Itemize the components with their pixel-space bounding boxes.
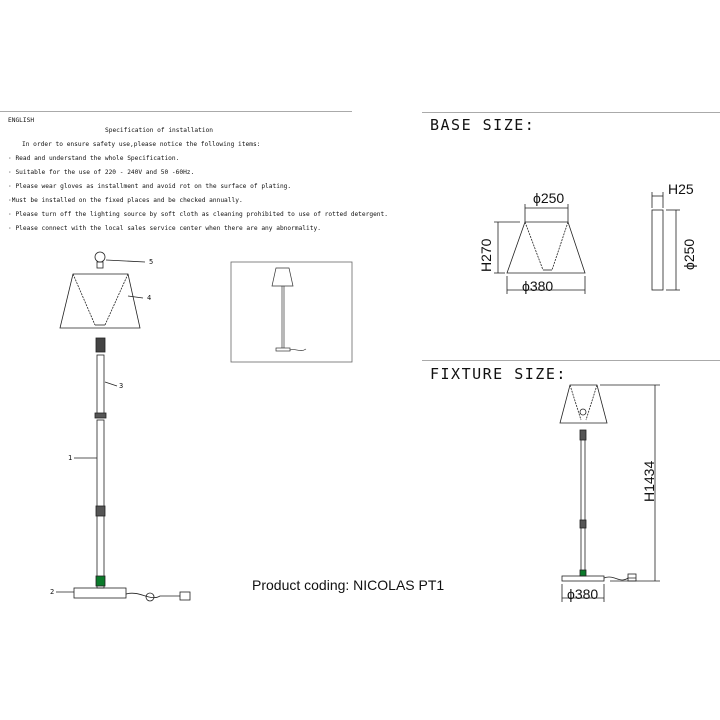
- base-height: H270: [478, 238, 494, 272]
- thumbnail-frame: [231, 262, 352, 362]
- instruction-item: · Read and understand the whole Specification.: [8, 155, 180, 162]
- part-label-5: 5: [149, 258, 154, 266]
- part-label-4: 4: [147, 294, 152, 302]
- upper-tube: [97, 355, 104, 415]
- part-label-1: 1: [68, 454, 73, 462]
- lamp-socket: [96, 338, 105, 352]
- base-divider: [422, 112, 720, 113]
- shade-outline: [507, 222, 585, 273]
- base-side-height: H25: [668, 181, 694, 197]
- side-profile: [652, 210, 663, 290]
- top-left-divider: [0, 111, 352, 112]
- base-side-diameter: ϕ250: [681, 238, 697, 270]
- fixture-base-diameter: ϕ380: [567, 586, 599, 602]
- fixture-shade: [560, 385, 607, 423]
- main-pole: [97, 420, 104, 588]
- fixture-size-heading: FIXTURE SIZE:: [430, 365, 567, 383]
- instructions-intro: In order to ensure safety use,please notice the following items:: [22, 141, 261, 148]
- instructions-title: Specification of installation: [105, 127, 214, 134]
- product-coding: Product coding: NICOLAS PT1: [252, 577, 445, 593]
- part-label-3: 3: [119, 382, 124, 390]
- fixture-base: [562, 576, 604, 581]
- language-label: ENGLISH: [8, 117, 35, 124]
- lamp-shade: [60, 274, 140, 328]
- base-bottom-diameter: ϕ380: [522, 278, 554, 294]
- fixture-divider: [422, 360, 720, 361]
- base-size-heading: BASE SIZE:: [430, 116, 536, 134]
- instruction-item: · Please connect with the local sales service center when there are any abnormality.: [8, 225, 321, 232]
- instruction-item: ·Must be installed on the fixed places and be checked annually.: [8, 197, 243, 204]
- fixture-height: H1434: [641, 460, 657, 502]
- bulb-socket: [97, 262, 103, 268]
- instruction-item: · Please turn off the lighting source by soft cloth as cleaning prohibited to use of rotted detergent.: [8, 211, 388, 218]
- base-top-diameter: ϕ250: [533, 190, 565, 206]
- bulb-icon: [95, 252, 105, 262]
- instruction-item: · Please wear gloves as installment and avoid rot on the surface of plating.: [8, 183, 292, 190]
- power-cable: [126, 593, 180, 598]
- fixture-cable: [604, 577, 636, 580]
- part-label-2: 2: [50, 588, 55, 596]
- lamp-base: [74, 588, 126, 598]
- instruction-item: · Suitable for the use of 220 - 240V and 50 -60Hz.: [8, 169, 195, 176]
